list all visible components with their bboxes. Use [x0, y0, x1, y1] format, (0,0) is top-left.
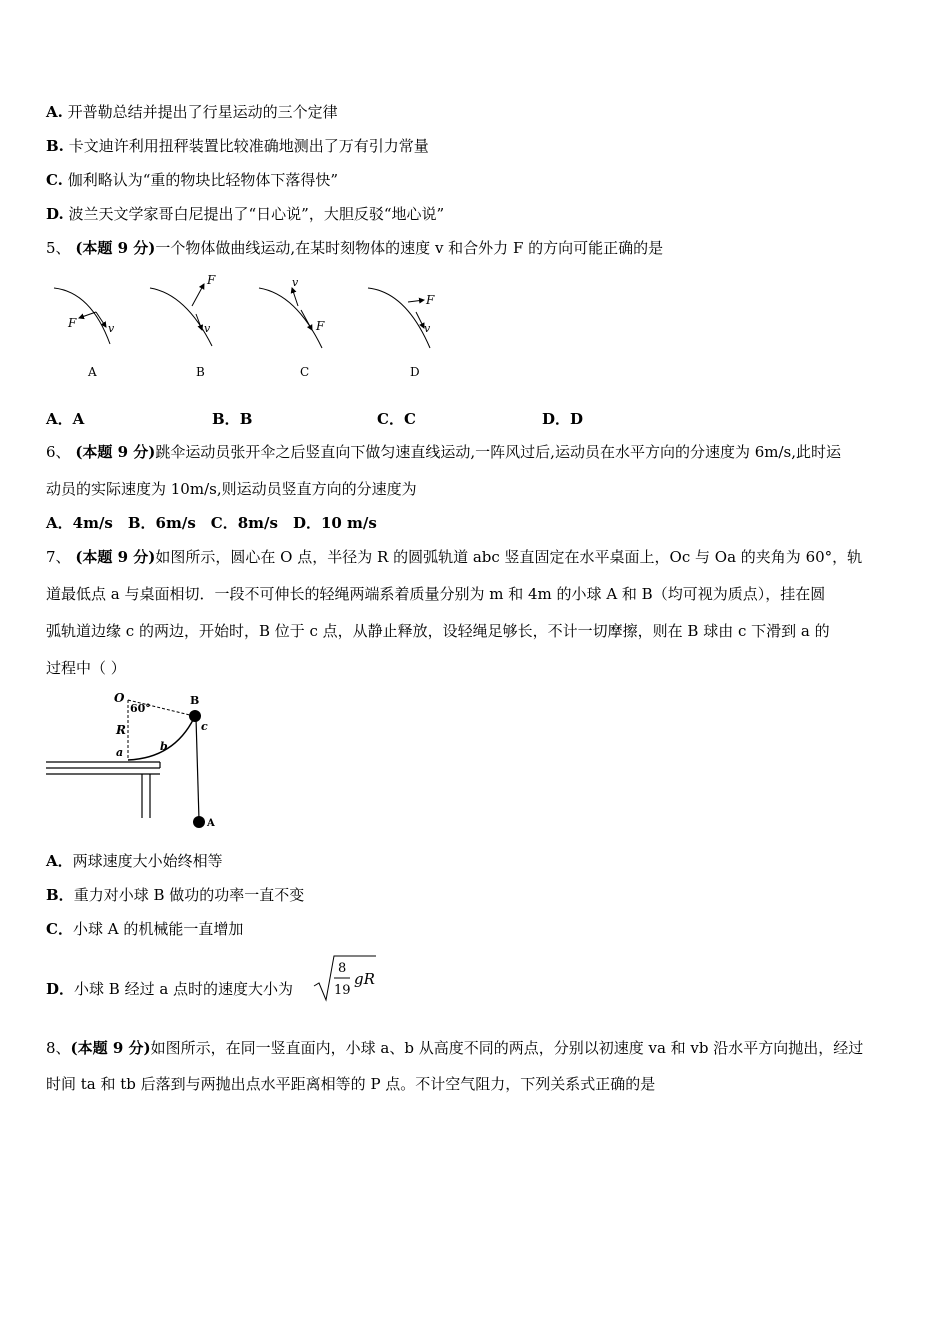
- q7-option-d: D．小球 B 经过 a 点时的速度大小为: [46, 980, 294, 998]
- label-c: c: [201, 720, 208, 733]
- label-a-ball: A: [207, 818, 215, 829]
- q4-option-c: C. 伽利略认为“重的物块比轻物体下落得快”: [46, 171, 339, 189]
- ball-b: [189, 710, 201, 722]
- q5-option-d: D．D: [542, 410, 584, 428]
- q5-curve-c: [259, 276, 325, 379]
- q5-figure: [46, 272, 446, 387]
- q5-label-F: F: [68, 316, 77, 330]
- q5-option-c: C．C: [377, 410, 416, 428]
- q4-option-b: B. 卡文迪许利用扭秤装置比较准确地测出了万有引力常量: [46, 137, 429, 155]
- q7-stem-line4: 过程中（ ）: [46, 659, 126, 677]
- q7-option-a: A．两球速度大小始终相等: [46, 852, 223, 870]
- label-a-point: a: [116, 746, 124, 759]
- q7-formula-sqrt: [312, 952, 382, 1004]
- q8-stem-line2: 时间 ta 和 tb 后落到与两抛出点水平距离相等的 P 点。不计空气阻力，下列关系式正确的是: [46, 1075, 656, 1093]
- q5-fig-label-d: D: [410, 365, 420, 379]
- q6-options: A．4m/s B．6m/s C．8m/s D．10 m/s: [46, 514, 377, 532]
- q5-label-v: v: [424, 322, 431, 335]
- q7-stem-line1: 7、 (本题 9 分)如图所示，圆心在 O 点，半径为 R 的圆弧轨道 abc 竖直固定在水平桌面上，Oc 与 Oa 的夹角为 60°，轨: [46, 548, 863, 566]
- q5-stem: 5、 (本题 9 分)一个物体做曲线运动,在某时刻物体的速度 v 和合外力 F 的方向可能正确的是: [46, 239, 664, 257]
- q7-stem-line2: 道最低点 a 与桌面相切．一段不可伸长的轻绳两端系着质量分别为 m 和 4m 的小球 A 和 B（均可视为质点），挂在圆: [46, 585, 826, 603]
- q5-fig-label-c: C: [300, 365, 310, 379]
- q4-option-d: D. 波兰天文学家哥白尼提出了“日心说”，大胆反驳“地心说”: [46, 205, 445, 223]
- label-b-arc: b: [160, 740, 168, 753]
- label-o: O: [114, 691, 125, 705]
- q5-fig-label-a: A: [88, 365, 97, 379]
- q5-label-F: F: [426, 293, 435, 307]
- formula-numerator: 8: [338, 961, 347, 976]
- q5-fig-label-b: B: [196, 365, 205, 379]
- q5-curve-a: [54, 288, 115, 379]
- q5-label-v: v: [292, 276, 299, 289]
- arc-track: [128, 718, 194, 760]
- q5-curve-b: [150, 273, 216, 379]
- q6-stem-line2: 动员的实际速度为 10m/s,则运动员竖直方向的分速度为: [46, 480, 417, 498]
- ball-a: [193, 816, 205, 828]
- formula-gr: gR: [354, 970, 375, 988]
- q5-curve-d: [368, 288, 435, 379]
- q8-stem-line1: 8、(本题 9 分)如图所示，在同一竖直面内，小球 a、b 从高度不同的两点，分别以初速度 va 和 vb 沿水平方向抛出，经过: [46, 1039, 864, 1057]
- q7-option-b: B．重力对小球 B 做功的功率一直不变: [46, 886, 305, 904]
- formula-denominator: 19: [334, 983, 351, 998]
- q6-stem-line1: 6、 (本题 9 分)跳伞运动员张开伞之后竖直向下做匀速直线运动,一阵风过后,运动员在水平方向的分速度为 6m/s,此时运: [46, 443, 842, 461]
- q7-figure: [46, 688, 226, 833]
- label-r: R: [116, 723, 126, 737]
- q5-label-v: v: [108, 322, 115, 335]
- q5-label-F: F: [207, 273, 216, 287]
- q7-stem-line3: 弧轨道边缘 c 的两边，开始时，B 位于 c 点，从静止释放，设轻绳足够长，不计一切摩擦，则在 B 球由 c 下滑到 a 的: [46, 622, 830, 640]
- q5-option-b: B．B: [212, 410, 253, 428]
- label-angle: 60°: [130, 702, 151, 715]
- q5-label-F: F: [316, 319, 325, 333]
- label-b-ball: B: [190, 694, 200, 707]
- q7-option-c: C．小球 A 的机械能一直增加: [46, 920, 244, 938]
- q4-option-a: A. 开普勒总结并提出了行星运动的三个定律: [46, 103, 338, 121]
- q5-option-a: A．A: [46, 410, 85, 428]
- q5-label-v: v: [204, 322, 211, 335]
